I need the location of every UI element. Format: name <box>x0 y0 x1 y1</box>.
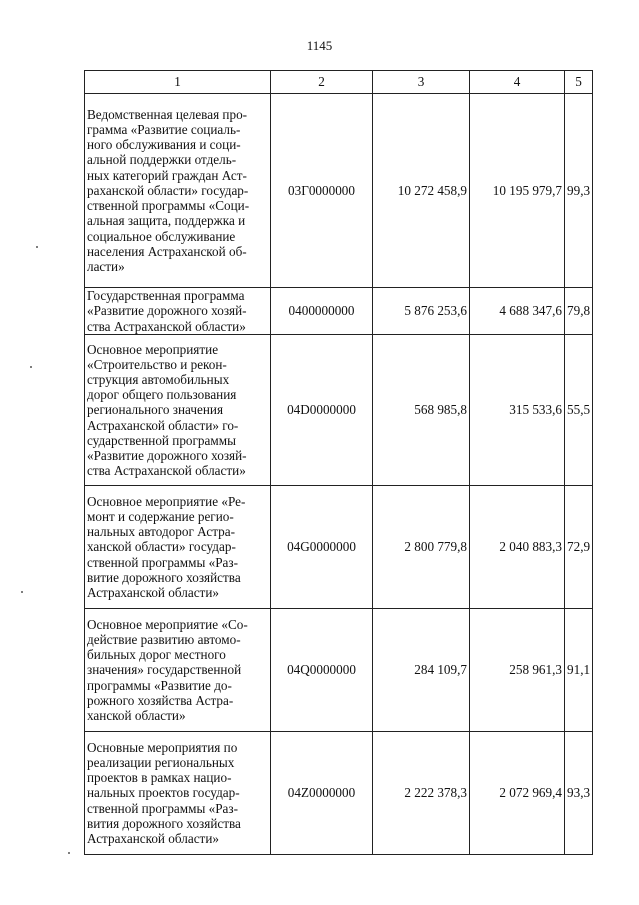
program-name-cell <box>85 609 271 732</box>
code-cell: 04D0000000 <box>271 335 373 486</box>
table-row <box>85 288 593 335</box>
page-number: 1145 <box>306 38 333 53</box>
plan-amount-cell: 5 876 253,6 <box>373 288 470 335</box>
plan-amount-cell: 10 272 458,9 <box>373 94 470 288</box>
program-name-line: вития дорожного хозяйства <box>87 815 241 831</box>
program-name-line: грамма «Развитие социаль- <box>87 122 241 138</box>
program-name-line: бильных дорог местного <box>87 647 226 663</box>
program-name-cell <box>85 335 271 486</box>
program-name-line: ханской области» <box>87 708 186 723</box>
code-cell: 04Q0000000 <box>271 609 373 732</box>
program-name-line: действие развитию автомо- <box>87 631 241 647</box>
program-name-line: «Строительство и рекон- <box>87 356 227 372</box>
program-name-line: Ведомственная целевая про- <box>87 106 248 122</box>
code-cell: 03Г0000000 <box>271 94 373 288</box>
scan-speck <box>36 246 38 248</box>
program-name-line: витие дорожного хозяйства <box>87 569 241 585</box>
program-name-line: реализации региональных <box>87 754 235 770</box>
header-cell-4: 4 <box>470 71 565 94</box>
percent-cell: 99,3 <box>565 94 593 288</box>
actual-amount-cell: 10 195 979,7 <box>470 94 565 288</box>
code-cell: 04G0000000 <box>271 486 373 609</box>
program-name-line: Основное мероприятие «Со- <box>87 616 248 632</box>
table-body <box>85 71 593 855</box>
program-name-line: ласти» <box>87 258 125 274</box>
program-name-line: Астраханской области» го- <box>87 417 239 433</box>
program-name-line: Основное мероприятие «Ре- <box>87 493 246 509</box>
program-name-line: «Развитие дорожного хозяй- <box>87 448 247 463</box>
actual-amount-cell: 2 040 883,3 <box>470 486 565 609</box>
program-name-cell <box>85 486 271 609</box>
program-name-line: населения Астраханской об- <box>87 243 247 259</box>
table-row <box>85 609 593 732</box>
header-cell-2: 2 <box>271 71 373 94</box>
actual-amount-cell: 258 961,3 <box>470 609 565 732</box>
program-name-cell <box>85 94 271 288</box>
program-name-line: социальное обслуживание <box>87 228 236 244</box>
header-cell-3: 3 <box>373 71 470 94</box>
percent-cell: 93,3 <box>565 732 593 855</box>
program-name-line: нальных проектов государ- <box>87 785 240 801</box>
program-name-line: ства Астраханской области» <box>87 318 246 334</box>
percent-cell: 72,9 <box>565 486 593 609</box>
program-name-line: ственной программы «Соци- <box>87 198 250 214</box>
program-name-line: монт и содержание регио- <box>87 508 234 524</box>
program-name-line: Основное мероприятие <box>87 341 219 357</box>
program-name-line: проектов в рамках нацио- <box>87 770 232 786</box>
table-row <box>85 94 593 288</box>
plan-amount-cell: 284 109,7 <box>373 609 470 732</box>
program-name-line: рожного хозяйства Астра- <box>87 692 234 708</box>
scan-speck <box>30 366 32 368</box>
program-name-line: дорог общего пользования <box>87 387 237 403</box>
program-name-line: ственной программы «Раз- <box>87 554 239 570</box>
actual-amount-cell: 315 533,6 <box>470 335 565 486</box>
actual-amount-cell: 4 688 347,6 <box>470 288 565 335</box>
program-name-line: Астраханской области» <box>87 585 219 600</box>
program-name-line: программы «Развитие до- <box>87 677 232 693</box>
percent-cell: 79,8 <box>565 288 593 335</box>
scan-speck <box>68 852 70 854</box>
header-cell-5: 5 <box>565 71 593 94</box>
table-row <box>85 335 593 486</box>
program-name-line: Основные мероприятия по <box>87 739 238 755</box>
actual-amount-cell: 2 072 969,4 <box>470 732 565 855</box>
program-name-line: ного обслуживания и соци- <box>87 137 241 153</box>
program-name-cell <box>85 732 271 855</box>
program-name-line: струкция автомобильных <box>87 371 230 387</box>
program-name-line: регионального значения <box>87 402 224 418</box>
program-name-line: альной поддержки отдель- <box>87 152 237 168</box>
plan-amount-cell: 2 800 779,8 <box>373 486 470 609</box>
program-name-line: нальных автодорог Астра- <box>87 524 235 540</box>
program-name-line: альная защита, поддержка и <box>87 213 246 229</box>
program-name-line: сударственной программы <box>87 432 236 448</box>
program-name-line: ства Астраханской области» <box>87 463 246 479</box>
scan-speck <box>21 591 23 593</box>
code-cell: 0400000000 <box>271 288 373 335</box>
program-name-line: Астраханской области» <box>87 831 219 846</box>
program-name-line: раханской области» государ- <box>87 182 249 198</box>
program-name-line: ственной программы «Раз- <box>87 800 239 816</box>
program-name-line: значения» государственной <box>87 662 242 678</box>
table-row <box>85 732 593 855</box>
percent-cell: 91,1 <box>565 609 593 732</box>
program-name-line: ханской области» государ- <box>87 539 236 555</box>
program-name-cell <box>85 288 271 335</box>
program-name-line: «Развитие дорожного хозяй- <box>87 303 247 319</box>
plan-amount-cell: 568 985,8 <box>373 335 470 486</box>
plan-amount-cell: 2 222 378,3 <box>373 732 470 855</box>
table-header-row <box>85 71 593 94</box>
budget-table <box>84 70 593 855</box>
header-cell-1: 1 <box>85 71 271 94</box>
table-row <box>85 486 593 609</box>
program-name-line: Государственная программа <box>87 288 245 304</box>
percent-cell: 55,5 <box>565 335 593 486</box>
program-name-line: ных категорий граждан Аст- <box>87 167 247 183</box>
code-cell: 04Z0000000 <box>271 732 373 855</box>
